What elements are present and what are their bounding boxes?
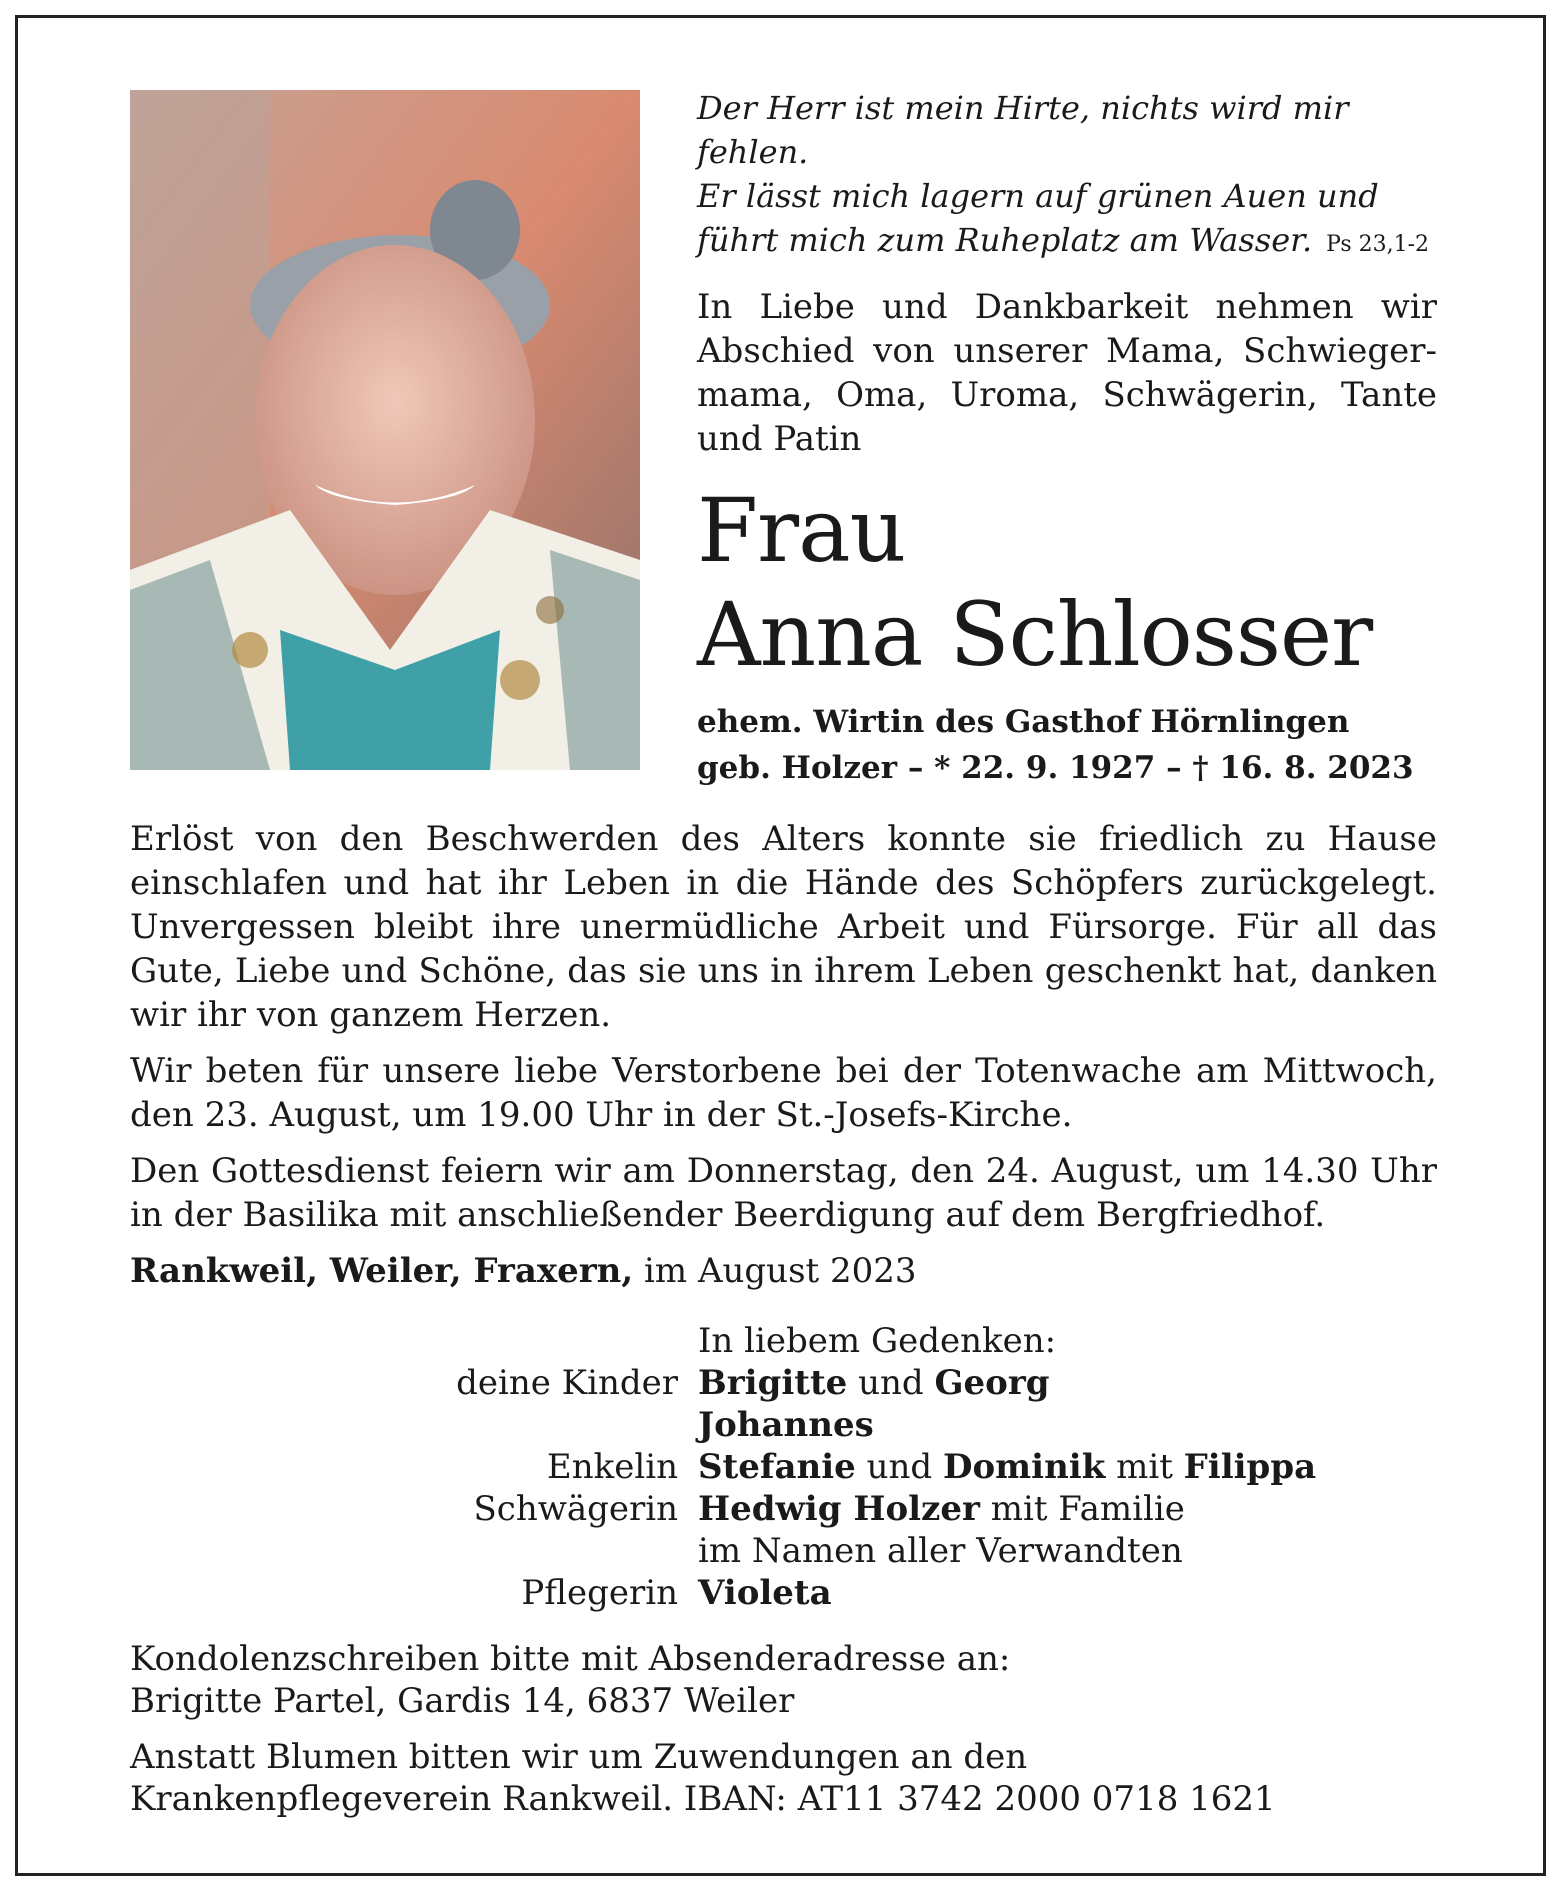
psalm-line-2: Er lässt mich lagern auf grünen Auen und <box>697 177 1379 215</box>
condolence-address <box>130 1638 1437 1722</box>
mourner-names <box>698 1530 1183 1572</box>
donation-line-1: Anstatt Blumen bitten wir um Zuwendungen an den <box>130 1737 1028 1777</box>
mourner-name: Stefanie <box>698 1447 856 1487</box>
notice-footer <box>130 1638 1437 1834</box>
psalm-reference: Ps 23,1-2 <box>1326 232 1430 257</box>
mourner-row <box>130 1446 1437 1488</box>
mourner-row <box>130 1488 1437 1530</box>
date: im August 2023 <box>644 1251 917 1291</box>
donation-request <box>130 1736 1437 1820</box>
notice-body <box>130 817 1437 1305</box>
deceased-name <box>697 479 1437 687</box>
full-name: Anna Schlosser <box>697 583 1373 686</box>
condolence-line-1: Kondolenzschreiben bitte mit Absenderadresse an: <box>130 1639 1011 1679</box>
body-paragraph-1: Erlöst von den Beschwerden des Alters konnte sie friedlich zu Hause einschlafen und hat ihr Leben in die Hände des Schöpfers zurückgelegt. Unvergessen bleibt ihre unermüdliche Arbeit und Fürsorge. Für all das Gute, Liebe und Schöne, das sie uns in ihrem Leben geschenkt hat, danken wir ihr von ganzem Herzen. <box>130 819 1437 1035</box>
mourner-names <box>698 1488 1185 1530</box>
mourner-name: Johannes <box>698 1405 874 1445</box>
condolence-line-2: Brigitte Partel, Gardis 14, 6837 Weiler <box>130 1681 795 1721</box>
mourner-name: Georg <box>934 1363 1050 1403</box>
psalm-line-1: Der Herr ist mein Hirte, nichts wird mir fehlen. <box>697 89 1349 171</box>
mourner-name: Dominik <box>943 1447 1106 1487</box>
mourner-names <box>698 1404 874 1446</box>
mourner-connector: und <box>847 1363 935 1403</box>
body-paragraph-3: Den Gottesdienst feiern wir am Donnerstag, den 24. August, um 14.30 Uhr in der Basilika mit anschließender Beerdigung auf dem Bergfriedhof. <box>130 1151 1437 1235</box>
mourner-relation: deine Kinder <box>456 1363 678 1403</box>
mourner-name: Violeta <box>698 1573 832 1613</box>
mourner-names <box>698 1446 1316 1488</box>
header-column <box>697 86 1437 791</box>
mourner-names <box>698 1362 1050 1404</box>
place-date <box>130 1249 1437 1293</box>
place: Rankweil, Weiler, Fraxern, <box>130 1251 634 1291</box>
donation-line-2: Krankenpflegeverein Rankweil. IBAN: AT11 3742 2000 0718 1621 <box>130 1779 1276 1819</box>
mourner-connector: im Namen aller Verwandten <box>698 1531 1183 1571</box>
portrait-photo <box>130 90 640 770</box>
mourners-heading-row <box>130 1320 1437 1362</box>
deceased-details <box>697 699 1437 791</box>
mourner-row <box>130 1530 1437 1572</box>
psalm-line-3: führt mich zum Ruheplatz am Wasser. <box>697 221 1313 259</box>
mourner-name: Brigitte <box>698 1363 848 1403</box>
mourner-names <box>698 1572 832 1614</box>
mourners-list <box>130 1320 1437 1614</box>
psalm-quote <box>697 86 1437 267</box>
body-paragraph-2: Wir beten für unsere liebe Verstorbene bei der Totenwache am Mittwoch, den 23. August, um 19.00 Uhr in der St.-Josefs-Kirche. <box>130 1051 1437 1135</box>
mourner-relation: Schwägerin <box>473 1489 678 1529</box>
mourner-row <box>130 1572 1437 1614</box>
mourner-connector: und <box>855 1447 944 1487</box>
mourner-relation <box>130 1530 698 1572</box>
mourner-connector: mit Familie <box>979 1489 1185 1529</box>
occupation: ehem. Wirtin des Gasthof Hörnlingen <box>697 704 1350 740</box>
mourner-relation: Enkelin <box>546 1447 678 1487</box>
mourner-relation <box>130 1404 698 1446</box>
mourner-row <box>130 1404 1437 1446</box>
mourner-name: Filippa <box>1183 1447 1317 1487</box>
mourner-name: Hedwig Holzer <box>698 1489 980 1529</box>
mourners-heading: In liebem Gedenken: <box>698 1321 1057 1361</box>
intro-text: In Liebe und Dankbarkeit nehmen wir Abschied von unserer Mama, Schwieger-mama, Oma, Uroma, Schwägerin, Tante und Patin <box>697 287 1437 459</box>
salutation: Frau <box>697 479 906 582</box>
birth-death-dates: geb. Holzer – * 22. 9. 1927 – † 16. 8. 2023 <box>697 750 1414 786</box>
mourner-relation: Pflegerin <box>521 1573 678 1613</box>
mourner-row <box>130 1362 1437 1404</box>
mourner-connector: mit <box>1105 1447 1184 1487</box>
